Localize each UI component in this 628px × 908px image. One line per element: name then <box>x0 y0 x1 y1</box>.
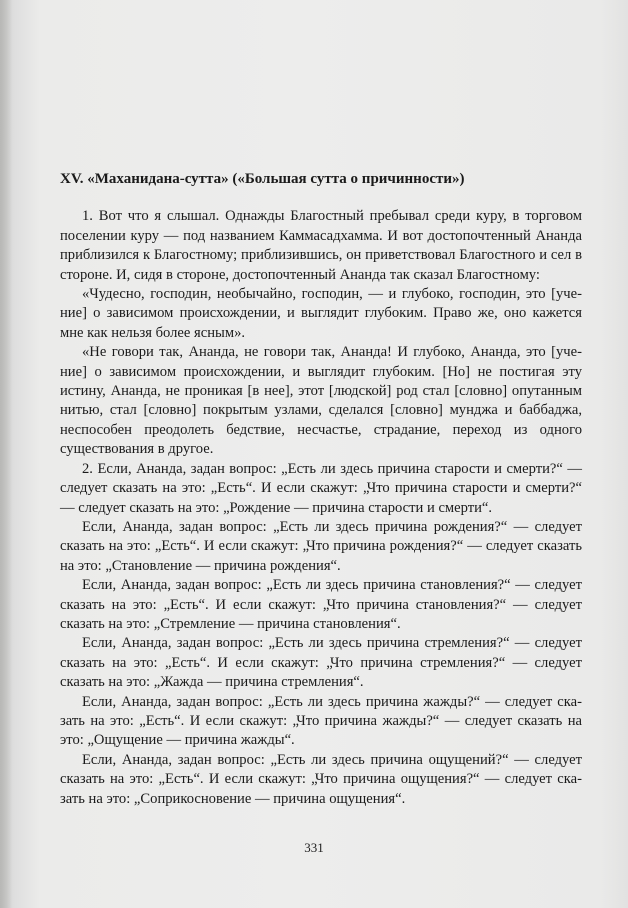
paragraph-6: Если, Ананда, задан вопрос: „Есть ли здесь причина становления?“ — следует сказать на это: „Есть“. И если скажут: „Что причина становления?“ — следует сказать на это: „Стремление — причина становления“. <box>60 577 582 632</box>
binding-shadow <box>0 0 12 908</box>
paragraph-1: 1. Вот что я слышал. Однажды Благостный пребывал среди куру, в торговом поселении куру — под названием Каммасадхамма. И вот достопочтенный Ананда приблизился к Благостному; приблизившись, он приветствовал Благостного и сел в стороне. И, сидя в стороне, достопочтенный Ананда так сказал Благостному: <box>60 208 582 283</box>
paragraph-7: Если, Ананда, задан вопрос: „Есть ли здесь причина стремления?“ — следует сказать на это: „Есть“. И если скажут: „Что причина стремления?“ — следует сказать на это: „Жажда — причина стремления“. <box>60 635 582 691</box>
paragraph-9: Если, Ананда, задан вопрос: „Есть ли здесь причина ощущений?“ — следует сказать на это: „Есть“. И если скажут: „Что причина ощущения?“ — следует сказать на это: „Соприкосновение — причина ощущения“. <box>60 751 582 807</box>
paragraph-2: «Чудесно, господин, необычайно, господин, — и глубоко, господин, это [учение] о зависимом происхождении, и выглядит глубоким. Право же, оно кажется мне как нельзя более ясным». <box>60 286 582 341</box>
chapter-title: XV. «Маханидана-сутта» («Большая сутта о причинности») <box>60 171 465 187</box>
page-text-body <box>60 170 582 809</box>
paragraph-3: «Не говори так, Ананда, не говори так, Ананда! И глубоко, Ананда, это [учение] о зависимом происхождении, и выглядит глубоким. [Но] не постигая эту истину, Ананда, не проникая [в нее], этот [людской] род стал [словно] опутанным нитью, стал [словно] покрытым узлами, сделался [словно] мунджа и баббаджа, неспособен преодолеть бедствие, несчастье, страдание, переход из одного существования в другое. <box>60 344 582 458</box>
paragraph-8: Если, Ананда, задан вопрос: „Есть ли здесь причина жажды?“ — следует сказать на это: „Есть“. И если скажут: „Что причина жажды?“ — следует сказать на это: „Ощущение — причина жажды“. <box>60 693 582 749</box>
paragraph-4: 2. Если, Ананда, задан вопрос: „Есть ли здесь причина старости и смерти?“ — следует сказать на это: „Есть“. И если скажут: „Что причина старости и смерти?“ — следует сказать на это: „Рождение — причина старости и смерти“. <box>60 460 582 516</box>
paragraph-5: Если, Ананда, задан вопрос: „Есть ли здесь причина рождения?“ — следует сказать на это: „Есть“. И если скажут: „Что причина рождения?“ — следует сказать на это: „Становление — причина рождения“. <box>60 518 582 574</box>
page-number: 331 <box>304 840 324 855</box>
